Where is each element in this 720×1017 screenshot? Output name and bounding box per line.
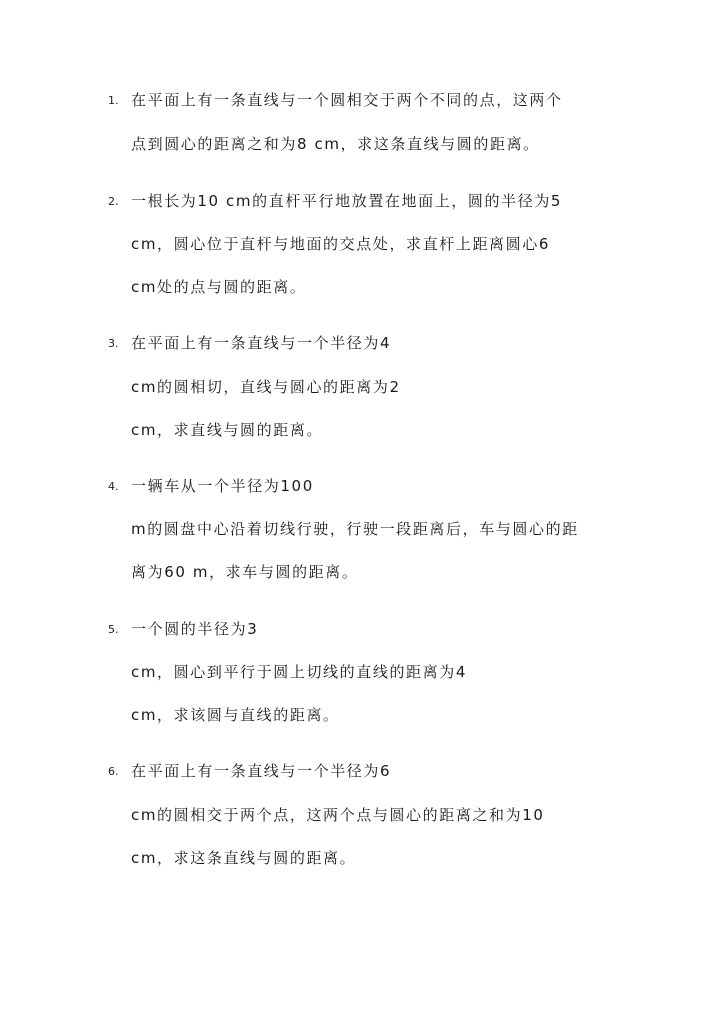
question-3-line-1: 在平面上有一条直线与一个半径为4 xyxy=(131,334,392,352)
question-6-line-2: cm的圆相交于两个点，这两个点与圆心的距离之和为10 xyxy=(131,806,545,824)
question-4-line-2: m的圆盘中心沿着切线行驶，行驶一段距离后，车与圆心的距 xyxy=(131,520,579,538)
question-6-line-1: 在平面上有一条直线与一个半径为6 xyxy=(131,762,392,780)
question-6-number: 6. xyxy=(108,765,119,778)
question-4-line-1: 一辆车从一个半径为100 xyxy=(131,477,314,495)
question-2-line-2: cm，圆心位于直杆与地面的交点处，求直杆上距离圆心6 xyxy=(131,235,551,253)
question-5-line-3: cm，求该圆与直线的距离。 xyxy=(131,706,340,724)
question-5-line-1: 一个圆的半径为3 xyxy=(131,620,259,638)
question-1-line-2: 点到圆心的距离之和为8 cm，求这条直线与圆的距离。 xyxy=(131,135,540,153)
question-5-number: 5. xyxy=(108,623,119,636)
question-4-line-3: 离为60 m，求车与圆的距离。 xyxy=(131,563,359,581)
question-2-number: 2. xyxy=(108,195,119,208)
question-3-line-3: cm，求直线与圆的距离。 xyxy=(131,421,324,439)
question-3-line-2: cm的圆相切，直线与圆心的距离为2 xyxy=(131,378,401,396)
question-2-line-3: cm处的点与圆的距离。 xyxy=(131,278,307,296)
question-1-number: 1. xyxy=(108,94,119,107)
question-1-line-1: 在平面上有一条直线与一个圆相交于两个不同的点，这两个 xyxy=(131,91,563,109)
question-2-line-1: 一根长为10 cm的直杆平行地放置在地面上，圆的半径为5 xyxy=(131,192,563,210)
question-6-line-3: cm，求这条直线与圆的距离。 xyxy=(131,849,357,867)
question-5-line-2: cm，圆心到平行于圆上切线的直线的距离为4 xyxy=(131,663,468,681)
question-3-number: 3. xyxy=(108,337,119,350)
question-4-number: 4. xyxy=(108,480,119,493)
